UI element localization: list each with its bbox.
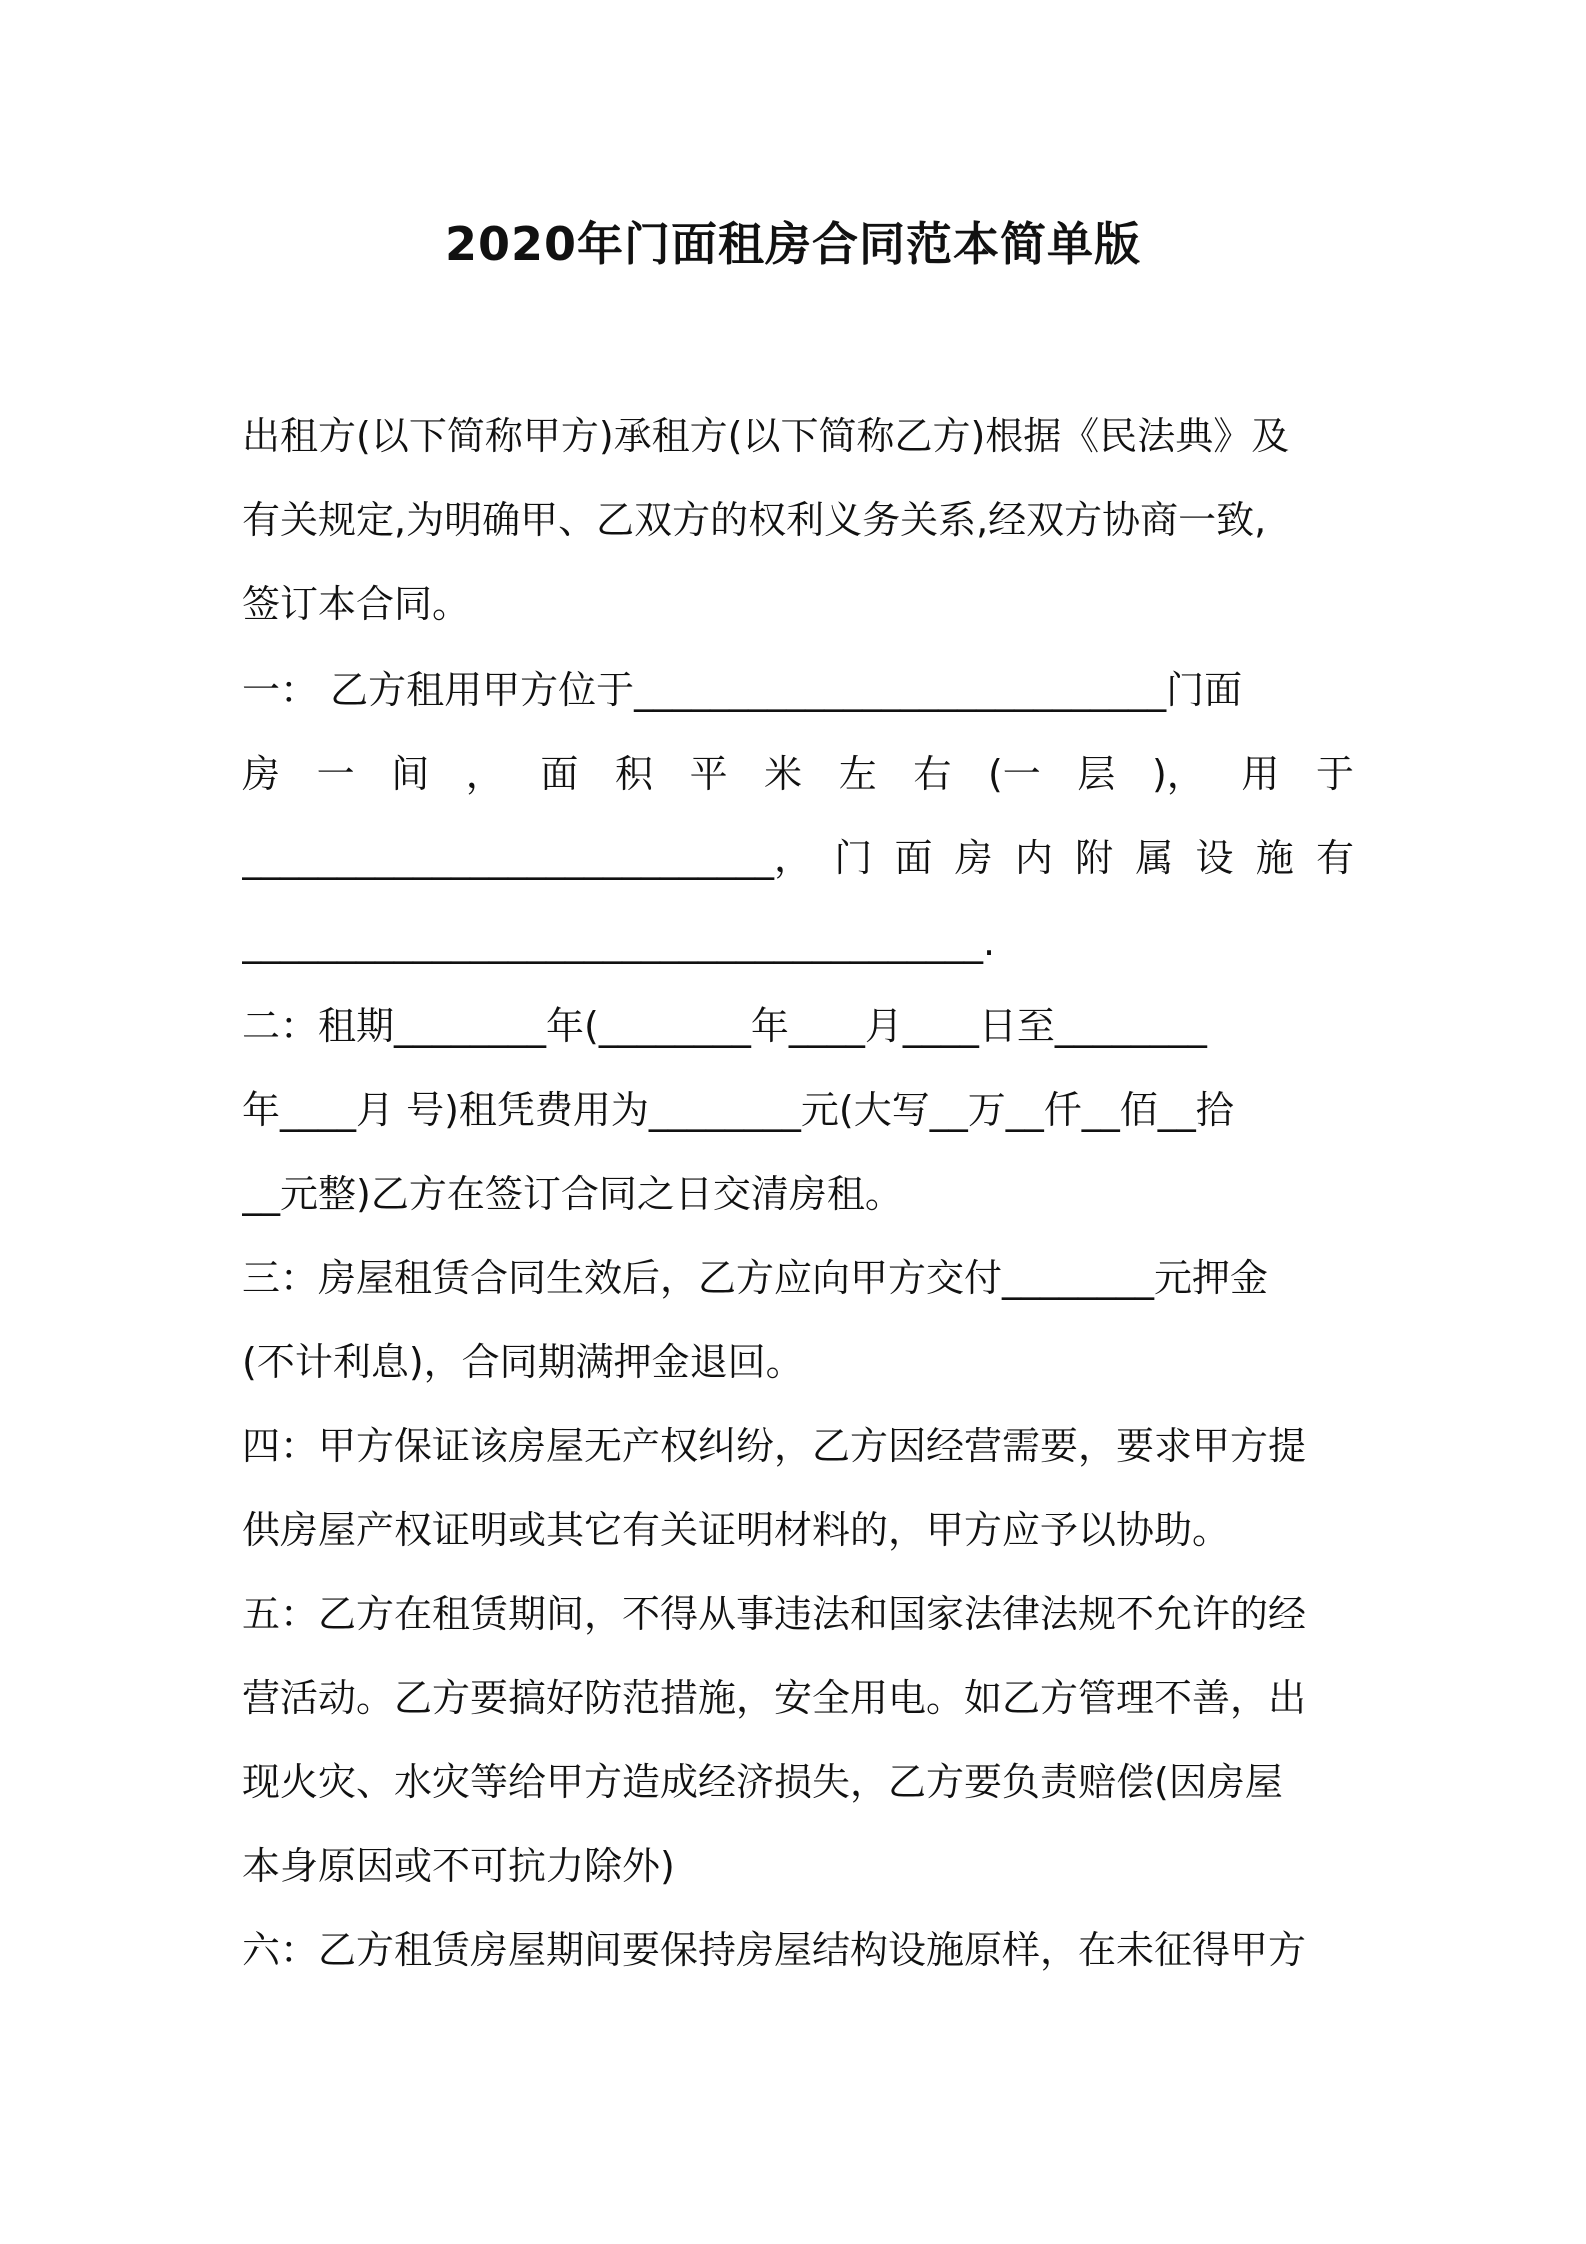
- blank-field: ____________________________，: [242, 836, 813, 880]
- paragraph-line-1: 出租方(以下简称甲方)承租方(以下简称乙方)根据《民法典》及: [242, 414, 1290, 458]
- clause-6-line-1: 六：乙方租赁房屋期间要保持房屋结构设施原样，在未征得甲方: [242, 1928, 1307, 1972]
- clause-5-line-4: 本身原因或不可抗力除外): [242, 1844, 675, 1888]
- spaced-char: 一: [316, 752, 355, 796]
- spaced-char: 左: [838, 752, 877, 796]
- spaced-char: 内: [1014, 836, 1053, 880]
- spaced-char: 房: [242, 752, 281, 796]
- spaced-char: 右: [913, 752, 952, 796]
- spaced-char: 施: [1255, 836, 1294, 880]
- clause-3-line-2: (不计利息)，合同期满押金退回。: [242, 1340, 804, 1384]
- spaced-char: 用: [1241, 752, 1280, 796]
- spaced-char: 属: [1135, 836, 1174, 880]
- spaced-char: 积: [614, 752, 653, 796]
- clause-5-line-2: 营活动。乙方要搞好防范措施，安全用电。如乙方管理不善，出: [242, 1676, 1307, 1720]
- spaced-char: (一: [987, 752, 1041, 796]
- clause-2-line-3: __元整)乙方在签订合同之日交清房租。: [242, 1172, 903, 1216]
- spaced-char: 间: [391, 752, 430, 796]
- paragraph-line-2: 有关规定,为明确甲、乙双方的权利义务关系,经双方协商一致,: [242, 498, 1267, 542]
- spaced-char: 平: [689, 752, 728, 796]
- clause-1-line-3: [242, 830, 1354, 886]
- spaced-char: 米: [764, 752, 803, 796]
- spaced-char: 设: [1195, 836, 1234, 880]
- spaced-char: 附: [1075, 836, 1114, 880]
- spaced-char: )，: [1151, 752, 1205, 796]
- clause-1-line-4: _______________________________________.: [242, 920, 996, 964]
- clause-5-line-3: 现火灾、水灾等给甲方造成经济损失，乙方要负责赔偿(因房屋: [242, 1760, 1283, 1804]
- clause-1-line-2: [242, 746, 1354, 802]
- document-title: 2020年门面租房合同范本简单版: [444, 217, 1142, 271]
- spaced-char: 层: [1077, 752, 1116, 796]
- spaced-char: ，: [465, 752, 504, 796]
- spaced-char: 门: [834, 836, 873, 880]
- spaced-char: 房: [954, 836, 993, 880]
- clause-2-line-1: 二：租期________年(________年____月____日至________: [242, 1004, 1207, 1048]
- clause-5-line-1: 五：乙方在租赁期间，不得从事违法和国家法律法规不允许的经: [242, 1592, 1307, 1636]
- spaced-char: 于: [1315, 752, 1354, 796]
- spaced-char: 面: [540, 752, 579, 796]
- spaced-char: 面: [894, 836, 933, 880]
- clause-2-line-2: 年____月 号)租凭费用为________元(大写__万__仟__佰__拾: [242, 1088, 1234, 1132]
- clause-4-line-2: 供房屋产权证明或其它有关证明材料的，甲方应予以协助。: [242, 1508, 1231, 1552]
- clause-4-line-1: 四：甲方保证该房屋无产权纠纷，乙方因经营需要，要求甲方提: [242, 1424, 1307, 1468]
- paragraph-line-3: 签订本合同。: [242, 582, 471, 626]
- clause-3-line-1: 三：房屋租赁合同生效后，乙方应向甲方交付________元押金: [242, 1256, 1269, 1300]
- spaced-char: 有: [1315, 836, 1354, 880]
- clause-1-line-1: 一： 乙方租用甲方位于____________________________门面: [242, 668, 1243, 712]
